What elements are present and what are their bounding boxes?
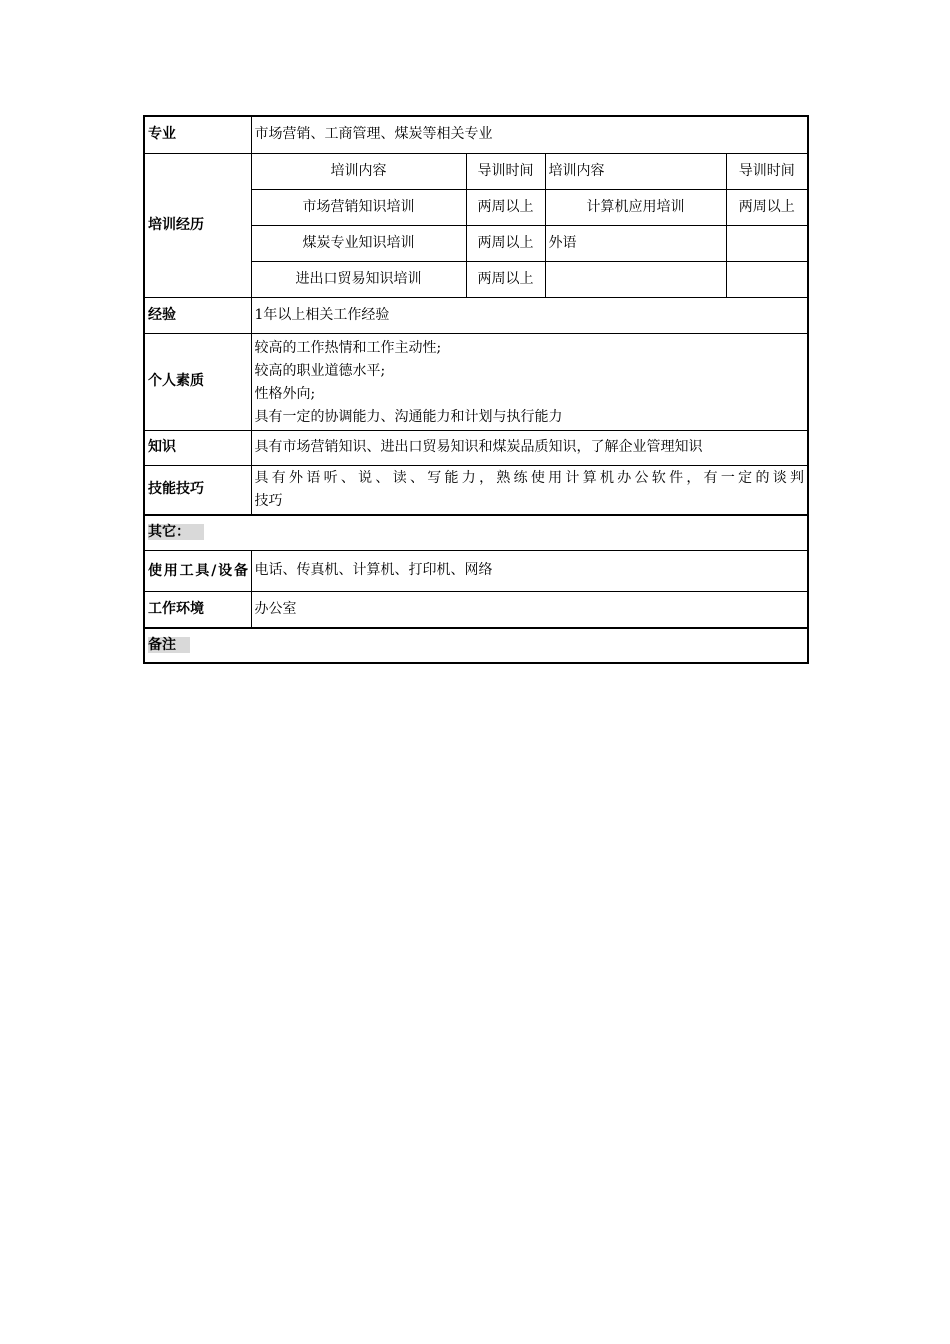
experience-value: 1年以上相关工作经验 <box>251 297 808 333</box>
qualities-value <box>251 333 808 430</box>
training-time-cell <box>726 261 808 297</box>
training-header-row <box>144 153 808 189</box>
tools-row <box>144 550 808 591</box>
training-header-content-2: 培训内容 <box>545 153 726 189</box>
training-content-cell: 外语 <box>545 225 726 261</box>
training-header-content-1: 培训内容 <box>251 153 466 189</box>
skills-label: 技能技巧 <box>144 465 251 515</box>
major-label: 专业 <box>144 116 251 153</box>
environment-row <box>144 591 808 628</box>
training-time-cell: 两周以上 <box>466 189 545 225</box>
training-time-cell: 两周以上 <box>726 189 808 225</box>
qualities-line: 较高的工作热情和工作主动性; <box>254 339 442 356</box>
others-label: 其它： <box>148 524 204 540</box>
remarks-row <box>144 628 808 663</box>
skills-row <box>144 465 808 515</box>
training-header-time-2: 导训时间 <box>726 153 808 189</box>
training-label: 培训经历 <box>144 153 251 297</box>
qualities-line: 具有一定的协调能力、沟通能力和计划与执行能力 <box>254 408 563 425</box>
training-content-cell: 煤炭专业知识培训 <box>251 225 466 261</box>
knowledge-label: 知识 <box>144 430 251 465</box>
skills-line: 技巧 <box>254 492 283 509</box>
tools-label <box>144 550 251 591</box>
training-time-cell: 两周以上 <box>466 225 545 261</box>
major-row <box>144 116 808 153</box>
training-content-cell: 进出口贸易知识培训 <box>251 261 466 297</box>
training-content-cell <box>545 261 726 297</box>
job-requirements-table <box>143 115 809 664</box>
tools-label-text: 使用工具/设备 <box>148 562 248 579</box>
training-content-cell: 计算机应用培训 <box>545 189 726 225</box>
qualities-line: 较高的职业道德水平; <box>254 362 386 379</box>
training-content-cell: 市场营销知识培训 <box>251 189 466 225</box>
qualities-line: 性格外向; <box>254 385 316 402</box>
environment-value: 办公室 <box>251 591 808 628</box>
qualities-row <box>144 333 808 430</box>
training-time-cell <box>726 225 808 261</box>
tools-value: 电话、传真机、计算机、打印机、网络 <box>251 550 808 591</box>
others-cell <box>144 515 808 550</box>
others-row <box>144 515 808 550</box>
qualities-label: 个人素质 <box>144 333 251 430</box>
major-value: 市场营销、工商管理、煤炭等相关专业 <box>251 116 808 153</box>
experience-label: 经验 <box>144 297 251 333</box>
experience-row <box>144 297 808 333</box>
skills-line: 具有外语听、说、读、写能力，熟练使用计算机办公软件，有一定的谈判 <box>254 469 804 486</box>
environment-label: 工作环境 <box>144 591 251 628</box>
knowledge-row <box>144 430 808 465</box>
remarks-label: 备注 <box>148 637 190 653</box>
training-time-cell: 两周以上 <box>466 261 545 297</box>
knowledge-value: 具有市场营销知识、进出口贸易知识和煤炭品质知识，了解企业管理知识 <box>251 430 808 465</box>
skills-value <box>251 465 808 515</box>
remarks-cell <box>144 628 808 663</box>
training-header-time-1: 导训时间 <box>466 153 545 189</box>
